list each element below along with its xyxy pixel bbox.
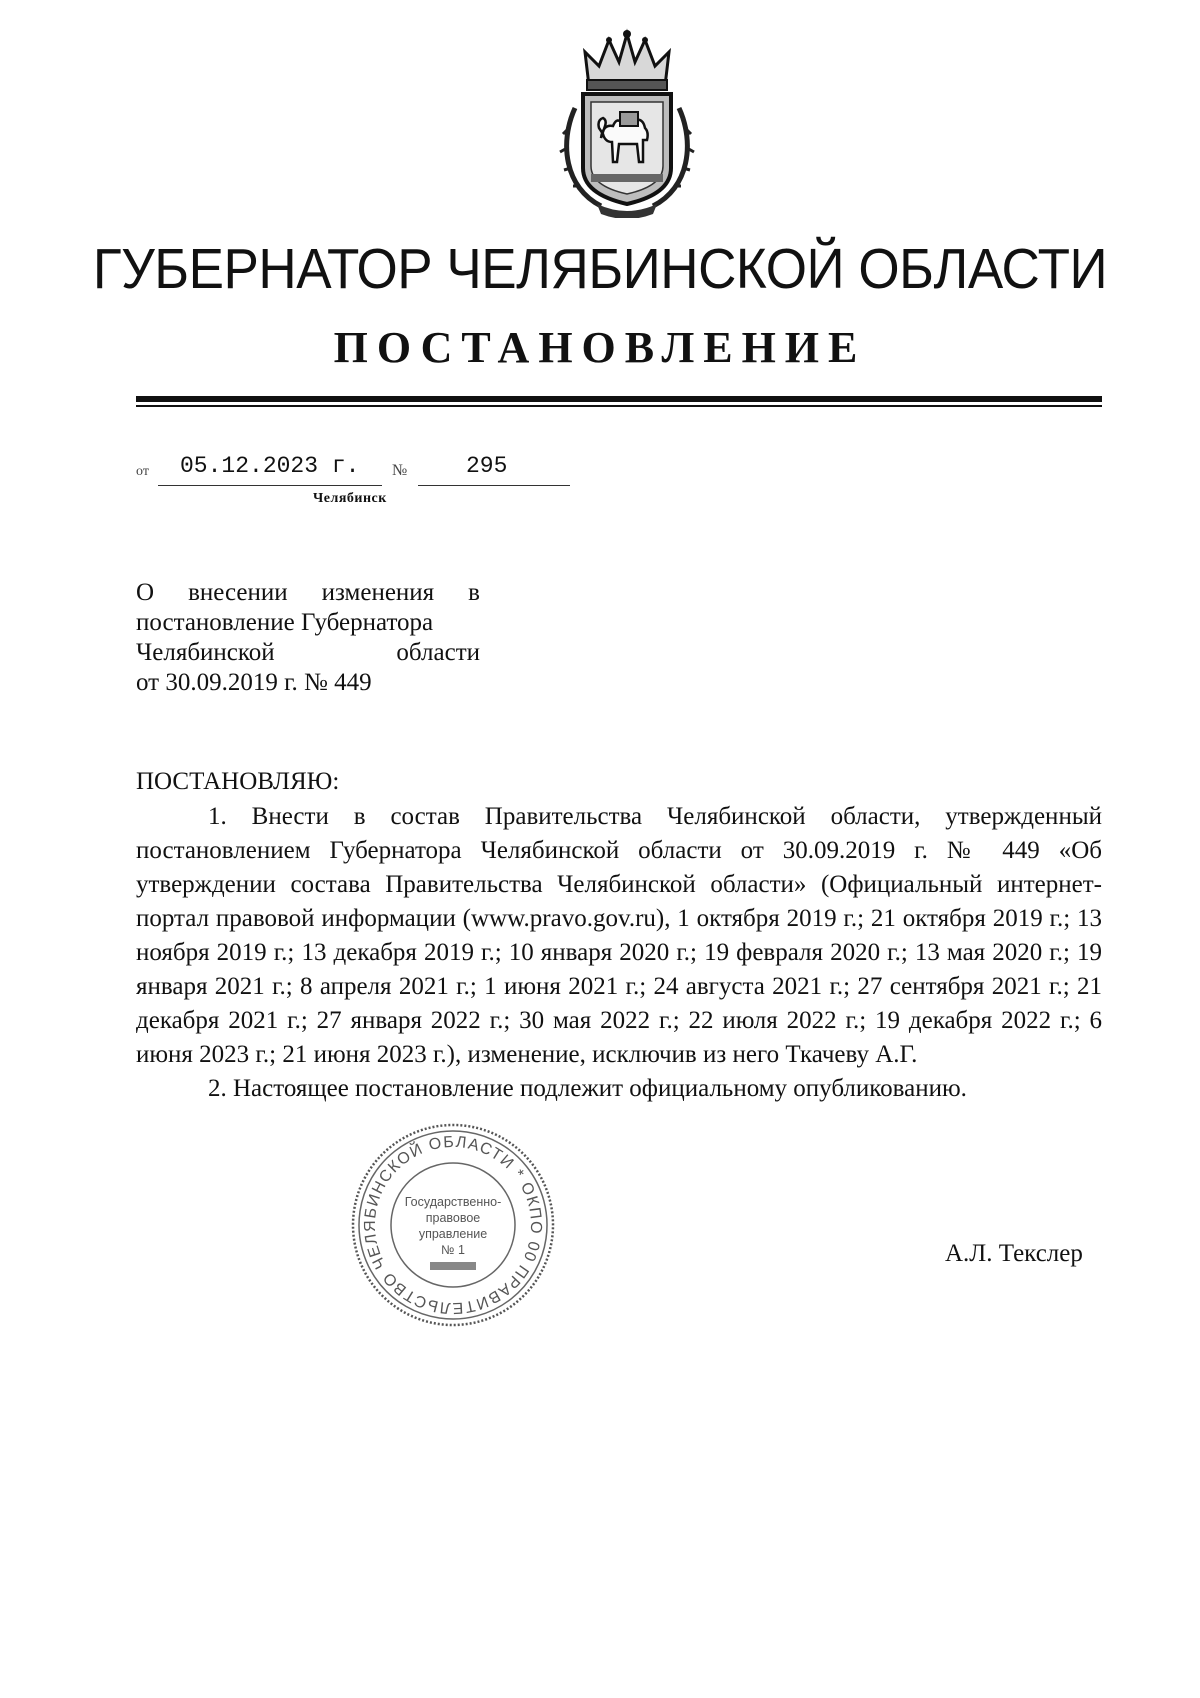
seal-center-line: управление <box>418 1227 488 1241</box>
decree-body <box>136 800 1102 1106</box>
seal-center-line: № 1 <box>441 1243 465 1257</box>
signatory-name: А.Л. Текслер <box>945 1240 1083 1267</box>
document-date: 05.12.2023 г. <box>180 453 360 479</box>
subject-line: от 30.09.2019 г. № 449 <box>136 669 372 696</box>
issuer-title: ГУБЕРНАТОР ЧЕЛЯБИНСКОЙ ОБЛАСТИ <box>92 237 1108 301</box>
number-underline <box>418 485 570 486</box>
seal-center-line: правовое <box>425 1211 481 1225</box>
official-seal-stamp <box>348 1120 558 1330</box>
decree-word: ПОСТАНОВЛЯЮ: <box>136 768 340 795</box>
date-underline <box>158 485 382 486</box>
registration-line <box>136 453 596 489</box>
date-prefix: от <box>136 464 149 479</box>
number-prefix: № <box>392 462 408 479</box>
document-type-heading: ПОСТАНОВЛЕНИЕ <box>333 323 867 372</box>
decree-paragraph-2: 2. Настоящее постановление подлежит официальному опубликованию. <box>208 1075 967 1102</box>
subject-line: О внесении изменения в <box>136 579 480 606</box>
header-rule-thick <box>136 396 1102 402</box>
subject-line: постановление Губернатора <box>136 609 434 636</box>
seal-ring-text: ПРАВИТЕЛЬСТВО ЧЕЛЯБИНСКОЙ ОБЛАСТИ * ОКПО 00022243 <box>361 1133 545 1317</box>
document-number: 295 <box>466 453 508 479</box>
place-of-issue: Челябинск <box>313 491 387 506</box>
seal-barcode-mark <box>430 1262 476 1270</box>
header-rule-thin <box>136 405 1102 407</box>
seal-center-line: Государственно- <box>404 1195 502 1209</box>
subject-line: Челябинской области <box>136 639 480 666</box>
decree-paragraph-1: 1. Внести в состав Правительства Челябинской области, утвержденный постановлением Губернатора Челябинской области от 30.09.2019 г. № 449 «Об утверждении состава Правительства Челябинской области» (Официальный интернет-портал правовой информации (www.pravo.gov.ru), 1 октября 2019 г.; 21 октября 2019 г.; 13 ноября 2019 г.; 13 декабря 2019 г.; 10 января 2020 г.; 19 февраля 2020 г.; 13 мая 2020 г.; 19 января 2021 г.; 8 апреля 2021 г.; 1 июня 2021 г.; 24 августа 2021 г.; 27 сентября 2021 г.; 21 декабря 2021 г.; 27 января 2022 г.; 30 мая 2022 г.; 22 июля 2022 г.; 19 декабря 2022 г.; 6 июня 2023 г.; 21 июня 2023 г.), изменение, исключив из него Ткачеву А.Г. <box>136 803 1102 1068</box>
subject-block <box>136 578 480 698</box>
coat-of-arms-emblem <box>557 28 697 218</box>
